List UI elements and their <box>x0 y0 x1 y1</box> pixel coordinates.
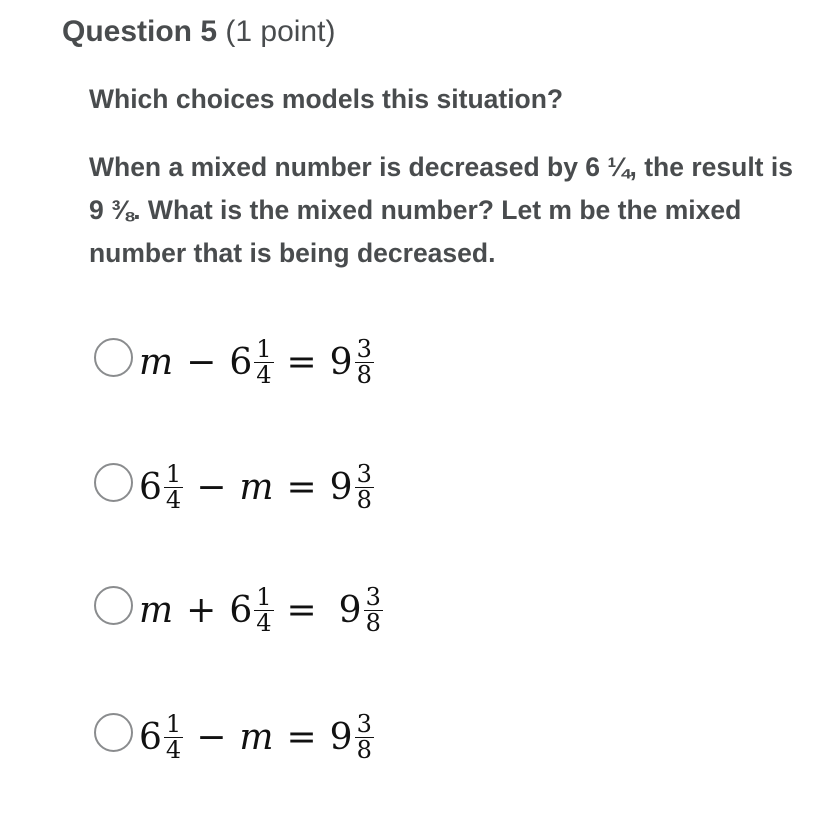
variable-m: m <box>139 341 174 383</box>
fraction-denominator: 4 <box>165 485 182 514</box>
minus-operator: − <box>186 341 217 383</box>
question-points: (1 point) <box>225 15 336 48</box>
choice-1[interactable] <box>94 327 374 397</box>
choice-4-radio[interactable] <box>94 713 133 752</box>
fraction-denominator: 4 <box>165 735 182 764</box>
fraction <box>254 334 273 389</box>
whole-number: 6 <box>229 589 253 631</box>
question-prompt: Which choices models this situation? <box>89 84 564 114</box>
fraction-numerator: 3 <box>356 334 372 363</box>
whole-number: 6 <box>229 341 253 383</box>
whole-number: 6 <box>139 716 162 758</box>
choice-2-radio[interactable] <box>94 463 133 502</box>
question-number: Question 5 <box>62 15 218 48</box>
fraction <box>355 709 374 764</box>
minus-operator: − <box>196 466 227 508</box>
equals-sign: = <box>286 466 317 508</box>
choice-3-equation <box>139 582 383 637</box>
choice-2-equation <box>139 459 374 514</box>
fraction-numerator: 3 <box>356 709 372 738</box>
variable-m: m <box>239 716 274 758</box>
fraction <box>254 582 273 637</box>
variable-m: m <box>239 466 274 508</box>
fraction <box>164 709 183 764</box>
choice-3-radio[interactable] <box>94 586 133 625</box>
whole-number: 6 <box>139 466 162 508</box>
fraction-numerator: 3 <box>356 459 372 488</box>
fraction <box>355 459 374 514</box>
fraction <box>355 334 374 389</box>
fraction-denominator: 8 <box>356 735 372 764</box>
equals-sign: = <box>286 341 317 383</box>
question-header <box>62 12 335 52</box>
equals-sign: = <box>286 716 317 758</box>
choice-3[interactable] <box>94 575 383 645</box>
fraction-numerator: 3 <box>365 582 381 611</box>
fraction-numerator: 1 <box>165 459 182 488</box>
whole-number: 9 <box>329 466 353 508</box>
fraction-denominator: 4 <box>256 608 272 637</box>
fraction-numerator: 1 <box>256 334 272 363</box>
choice-1-radio[interactable] <box>94 338 133 377</box>
fraction <box>364 582 383 637</box>
fraction-denominator: 8 <box>365 608 381 637</box>
question-stem: When a mixed number is decreased by 6 ¼, the result is 9 ⅜. What is the mixed number? Let m be the mixed number that is being decreased. <box>89 152 793 268</box>
choice-4[interactable] <box>94 702 374 772</box>
fraction-denominator: 8 <box>356 360 372 389</box>
equals-sign: = <box>286 589 317 631</box>
fraction <box>164 459 183 514</box>
fraction-denominator: 8 <box>356 485 372 514</box>
fraction-denominator: 4 <box>256 360 272 389</box>
minus-operator: − <box>196 716 227 758</box>
whole-number: 9 <box>329 341 353 383</box>
variable-m: m <box>139 589 174 631</box>
fraction-numerator: 1 <box>256 582 272 611</box>
whole-number: 9 <box>338 589 362 631</box>
fraction-numerator: 1 <box>165 709 182 738</box>
whole-number: 9 <box>329 716 353 758</box>
plus-operator: + <box>186 589 217 631</box>
choice-4-equation <box>139 709 374 764</box>
choice-1-equation <box>139 334 374 389</box>
choice-2[interactable] <box>94 452 374 522</box>
